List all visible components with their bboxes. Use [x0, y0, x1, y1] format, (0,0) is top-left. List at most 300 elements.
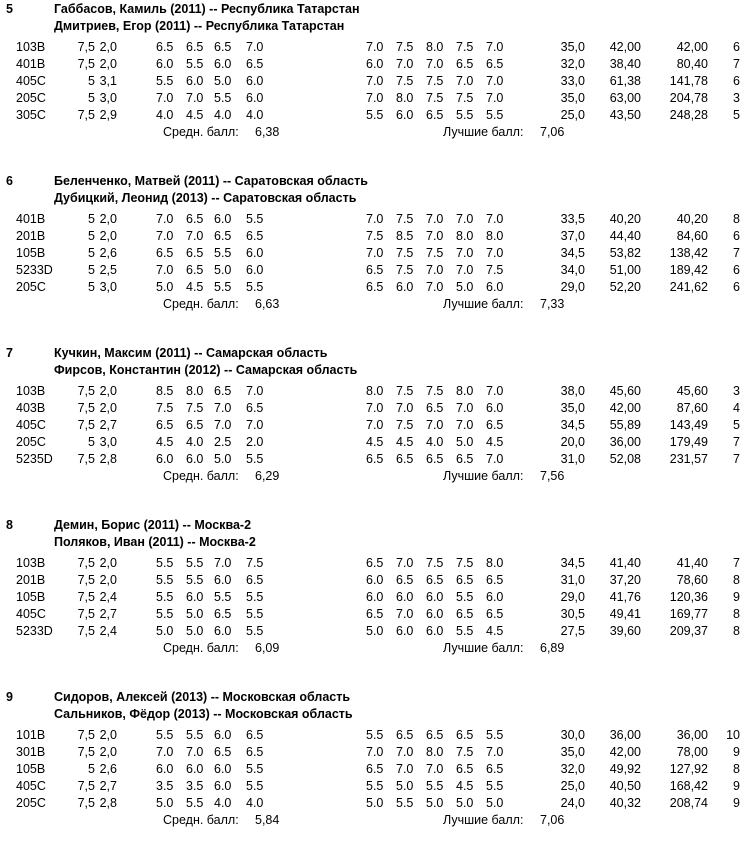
best-value: 7,56 [540, 469, 565, 483]
judge-score: 7.0 [156, 212, 174, 226]
judge-score: 6.5 [186, 263, 204, 277]
dive-points: 49,41 [609, 607, 641, 621]
judge-score: 7.0 [456, 246, 474, 260]
judge-score: 7.5 [246, 556, 264, 570]
judge-score: 7.5 [426, 74, 444, 88]
judge-score: 5.0 [426, 796, 444, 810]
judge-score: 8.0 [426, 745, 444, 759]
judge-score: 6.0 [396, 280, 414, 294]
pair-header-first [0, 689, 750, 706]
judge-score: 7.5 [456, 745, 474, 759]
dive-row [0, 279, 750, 296]
judge-score: 6.0 [246, 263, 264, 277]
raw-score: 20,0 [560, 435, 585, 449]
running-total: 45,60 [676, 384, 708, 398]
skater-name: Дмитриев, Егор (2011) -- Республика Татарстан [54, 19, 345, 33]
factor: 5 [88, 74, 95, 88]
raw-score: 32,0 [560, 57, 585, 71]
pair-header-second [0, 18, 750, 35]
dive-row [0, 73, 750, 90]
judge-score: 7.0 [456, 74, 474, 88]
judge-score: 6.5 [396, 452, 414, 466]
judge-score: 6.5 [426, 108, 444, 122]
avg-label: Средн. балл: [163, 469, 239, 483]
running-total: 209,37 [669, 624, 708, 638]
rank: 3 [733, 91, 740, 105]
judge-score: 7.0 [486, 74, 504, 88]
judge-score: 8.0 [486, 556, 504, 570]
degree-of-difficulty: 3,1 [99, 74, 117, 88]
judge-score: 7.0 [486, 91, 504, 105]
dive-code: 405C [16, 74, 46, 88]
factor: 7,5 [77, 745, 95, 759]
dive-row [0, 228, 750, 245]
degree-of-difficulty: 2,0 [99, 728, 117, 742]
dive-points: 55,89 [609, 418, 641, 432]
judge-score: 5.0 [456, 796, 474, 810]
judge-score: 6.5 [366, 607, 384, 621]
running-total: 248,28 [669, 108, 708, 122]
factor: 7,5 [77, 452, 95, 466]
judge-score: 6.0 [214, 573, 232, 587]
raw-score: 35,0 [560, 40, 585, 54]
judge-score: 8.5 [156, 384, 174, 398]
dive-points: 36,00 [609, 435, 641, 449]
running-total: 141,78 [669, 74, 708, 88]
judge-score: 6.0 [186, 590, 204, 604]
judge-score: 5.0 [214, 74, 232, 88]
dive-code: 405C [16, 418, 46, 432]
judge-score: 6.5 [456, 607, 474, 621]
rank: 7 [733, 452, 740, 466]
running-total: 204,78 [669, 91, 708, 105]
degree-of-difficulty: 2,6 [99, 762, 117, 776]
dive-code: 405C [16, 779, 46, 793]
avg-label: Средн. балл: [163, 125, 239, 139]
dive-row [0, 589, 750, 606]
judge-score: 6.5 [486, 418, 504, 432]
raw-score: 29,0 [560, 280, 585, 294]
degree-of-difficulty: 2,4 [99, 624, 117, 638]
judge-score: 7.0 [246, 418, 264, 432]
dive-code: 403B [16, 401, 46, 415]
judge-score: 4.5 [156, 435, 174, 449]
avg-label: Средн. балл: [163, 297, 239, 311]
factor: 5 [88, 762, 95, 776]
rank: 3 [733, 384, 740, 398]
raw-score: 38,0 [560, 384, 585, 398]
judge-score: 7.0 [156, 229, 174, 243]
judge-score: 6.5 [426, 573, 444, 587]
running-total: 127,92 [669, 762, 708, 776]
factor: 7,5 [77, 607, 95, 621]
avg-value: 6,38 [255, 125, 280, 139]
dive-row [0, 761, 750, 778]
skater-name: Сальников, Фёдор (2013) -- Московская область [54, 707, 353, 721]
judge-score: 5.5 [214, 91, 232, 105]
rank: 4 [733, 401, 740, 415]
raw-score: 30,0 [560, 728, 585, 742]
rank: 7 [733, 57, 740, 71]
judge-score: 6.5 [156, 246, 174, 260]
judge-score: 5.0 [156, 280, 174, 294]
place-number: 7 [6, 346, 13, 360]
judge-score: 5.5 [246, 212, 264, 226]
judge-score: 6.5 [456, 762, 474, 776]
judge-score: 7.0 [486, 384, 504, 398]
judge-score: 6.0 [214, 728, 232, 742]
dive-row [0, 211, 750, 228]
judge-score: 7.0 [456, 212, 474, 226]
degree-of-difficulty: 2,4 [99, 590, 117, 604]
dive-row [0, 434, 750, 451]
factor: 5 [88, 263, 95, 277]
degree-of-difficulty: 2,0 [99, 401, 117, 415]
judge-score: 7.0 [214, 556, 232, 570]
judge-score: 7.5 [456, 40, 474, 54]
degree-of-difficulty: 2,6 [99, 246, 117, 260]
dive-row [0, 400, 750, 417]
degree-of-difficulty: 2,0 [99, 573, 117, 587]
judge-score: 7.0 [156, 91, 174, 105]
judge-score: 7.0 [246, 40, 264, 54]
judge-score: 4.0 [214, 108, 232, 122]
judge-score: 6.0 [156, 452, 174, 466]
running-total: 41,40 [676, 556, 708, 570]
place-number: 5 [6, 2, 13, 16]
dive-row [0, 39, 750, 56]
judge-score: 5.5 [246, 762, 264, 776]
judge-score: 7.5 [186, 401, 204, 415]
degree-of-difficulty: 2,8 [99, 452, 117, 466]
judge-score: 7.0 [486, 745, 504, 759]
judge-score: 5.5 [456, 108, 474, 122]
dive-code: 5233D [16, 624, 53, 638]
judge-score: 6.5 [156, 40, 174, 54]
judge-score: 6.5 [486, 762, 504, 776]
judge-score: 5.5 [186, 728, 204, 742]
dive-points: 49,92 [609, 762, 641, 776]
judge-score: 7.5 [396, 74, 414, 88]
judge-score: 6.0 [246, 91, 264, 105]
judge-score: 6.5 [186, 418, 204, 432]
dive-code: 305C [16, 108, 46, 122]
judge-score: 5.5 [186, 57, 204, 71]
judge-score: 5.5 [246, 607, 264, 621]
skater-name: Кучкин, Максим (2011) -- Самарская область [54, 346, 328, 360]
running-total: 168,42 [669, 779, 708, 793]
place-number: 8 [6, 518, 13, 532]
judge-score: 7.0 [426, 418, 444, 432]
pair-header-second [0, 190, 750, 207]
pair-header-first [0, 345, 750, 362]
dive-row [0, 107, 750, 124]
judge-score: 7.0 [426, 280, 444, 294]
factor: 5 [88, 280, 95, 294]
running-total: 80,40 [676, 57, 708, 71]
dive-points: 52,20 [609, 280, 641, 294]
running-total: 138,42 [669, 246, 708, 260]
dive-points: 39,60 [609, 624, 641, 638]
raw-score: 37,0 [560, 229, 585, 243]
factor: 7,5 [77, 40, 95, 54]
judge-score: 4.0 [246, 796, 264, 810]
judge-score: 6.5 [214, 229, 232, 243]
best-label: Лучшие балл: [443, 469, 524, 483]
raw-score: 32,0 [560, 762, 585, 776]
judge-score: 6.0 [214, 762, 232, 776]
judge-score: 7.0 [186, 229, 204, 243]
dive-code: 5235D [16, 452, 53, 466]
rank: 8 [733, 212, 740, 226]
judge-score: 6.5 [396, 573, 414, 587]
judge-score: 6.5 [456, 728, 474, 742]
rank: 10 [726, 728, 740, 742]
judge-score: 7.5 [396, 246, 414, 260]
rank: 9 [733, 779, 740, 793]
averages-line [0, 812, 750, 829]
judge-score: 5.5 [186, 796, 204, 810]
judge-score: 6.5 [396, 728, 414, 742]
judge-score: 7.0 [156, 745, 174, 759]
judge-score: 5.0 [396, 779, 414, 793]
factor: 7,5 [77, 573, 95, 587]
judge-score: 4.0 [186, 435, 204, 449]
dive-points: 42,00 [609, 745, 641, 759]
dive-code: 103B [16, 40, 46, 54]
dive-row [0, 90, 750, 107]
dive-points: 41,76 [609, 590, 641, 604]
best-value: 6,89 [540, 641, 565, 655]
judge-score: 5.0 [486, 796, 504, 810]
judge-score: 8.0 [186, 384, 204, 398]
skater-name: Дубицкий, Леонид (2013) -- Саратовская область [54, 191, 357, 205]
judge-score: 6.5 [214, 40, 232, 54]
judge-score: 5.5 [156, 556, 174, 570]
judge-score: 4.5 [486, 624, 504, 638]
dive-code: 205C [16, 796, 46, 810]
raw-score: 33,0 [560, 74, 585, 88]
raw-score: 30,5 [560, 607, 585, 621]
running-total: 179,49 [669, 435, 708, 449]
factor: 5 [88, 212, 95, 226]
rank: 6 [733, 263, 740, 277]
running-total: 40,20 [676, 212, 708, 226]
judge-score: 5.5 [366, 728, 384, 742]
avg-value: 5,84 [255, 813, 280, 827]
dive-code: 205C [16, 435, 46, 449]
best-value: 7,06 [540, 813, 565, 827]
dive-code: 103B [16, 384, 46, 398]
dive-points: 40,20 [609, 212, 641, 226]
judge-score: 7.0 [214, 418, 232, 432]
raw-score: 25,0 [560, 779, 585, 793]
running-total: 143,49 [669, 418, 708, 432]
best-label: Лучшие балл: [443, 125, 524, 139]
judge-score: 6.5 [214, 607, 232, 621]
judge-score: 7.5 [456, 556, 474, 570]
judge-score: 7.5 [426, 556, 444, 570]
judge-score: 6.5 [214, 745, 232, 759]
running-total: 78,60 [676, 573, 708, 587]
judge-score: 7.0 [396, 607, 414, 621]
judge-score: 5.5 [246, 779, 264, 793]
judge-score: 5.5 [366, 108, 384, 122]
raw-score: 31,0 [560, 573, 585, 587]
degree-of-difficulty: 3,0 [99, 435, 117, 449]
judge-score: 7.0 [366, 212, 384, 226]
best-label: Лучшие балл: [443, 813, 524, 827]
rank: 6 [733, 74, 740, 88]
dive-code: 105B [16, 762, 46, 776]
degree-of-difficulty: 2,9 [99, 108, 117, 122]
judge-score: 7.0 [396, 401, 414, 415]
dive-points: 61,38 [609, 74, 641, 88]
dive-code: 201B [16, 229, 46, 243]
best-label: Лучшие балл: [443, 641, 524, 655]
judge-score: 6.5 [246, 401, 264, 415]
degree-of-difficulty: 2,5 [99, 263, 117, 277]
factor: 7,5 [77, 556, 95, 570]
factor: 5 [88, 91, 95, 105]
judge-score: 6.5 [456, 573, 474, 587]
judge-score: 2.0 [246, 435, 264, 449]
judge-score: 5.5 [456, 624, 474, 638]
judge-score: 6.0 [426, 590, 444, 604]
dive-points: 52,08 [609, 452, 641, 466]
judge-score: 6.5 [246, 745, 264, 759]
degree-of-difficulty: 2,0 [99, 57, 117, 71]
judge-score: 6.5 [426, 728, 444, 742]
judge-score: 6.5 [156, 418, 174, 432]
judge-score: 6.5 [456, 57, 474, 71]
judge-score: 7.5 [156, 401, 174, 415]
judge-score: 7.0 [426, 762, 444, 776]
judge-score: 6.0 [246, 74, 264, 88]
judge-score: 7.5 [396, 40, 414, 54]
factor: 5 [88, 229, 95, 243]
judge-score: 5.5 [366, 779, 384, 793]
judge-score: 6.5 [426, 401, 444, 415]
judge-score: 8.5 [396, 229, 414, 243]
dive-row [0, 623, 750, 640]
judge-score: 4.0 [156, 108, 174, 122]
averages-line [0, 124, 750, 141]
judge-score: 6.0 [486, 280, 504, 294]
factor: 7,5 [77, 590, 95, 604]
judge-score: 6.0 [426, 624, 444, 638]
dive-code: 103B [16, 556, 46, 570]
dive-row [0, 56, 750, 73]
judge-score: 7.0 [426, 57, 444, 71]
rank: 8 [733, 573, 740, 587]
judge-score: 4.5 [186, 108, 204, 122]
judge-score: 7.5 [366, 229, 384, 243]
judge-score: 6.5 [486, 573, 504, 587]
pair-header-first [0, 517, 750, 534]
judge-score: 4.5 [366, 435, 384, 449]
factor: 5 [88, 246, 95, 260]
judge-score: 7.0 [366, 74, 384, 88]
judge-score: 5.5 [396, 796, 414, 810]
raw-score: 34,0 [560, 263, 585, 277]
judge-score: 7.0 [396, 762, 414, 776]
judge-score: 6.5 [366, 762, 384, 776]
judge-score: 6.0 [186, 452, 204, 466]
judge-score: 5.5 [246, 452, 264, 466]
judge-score: 6.0 [426, 607, 444, 621]
judge-score: 7.0 [486, 212, 504, 226]
judge-score: 7.0 [396, 57, 414, 71]
judge-score: 5.0 [186, 624, 204, 638]
raw-score: 33,5 [560, 212, 585, 226]
degree-of-difficulty: 2,0 [99, 40, 117, 54]
judge-score: 8.0 [456, 384, 474, 398]
dive-points: 42,00 [609, 40, 641, 54]
judge-score: 6.5 [366, 556, 384, 570]
averages-line [0, 468, 750, 485]
degree-of-difficulty: 2,7 [99, 779, 117, 793]
rank: 8 [733, 607, 740, 621]
dive-row [0, 795, 750, 812]
judge-score: 5.0 [366, 796, 384, 810]
judge-score: 5.5 [246, 280, 264, 294]
dive-row [0, 555, 750, 572]
dive-code: 401B [16, 57, 46, 71]
raw-score: 29,0 [560, 590, 585, 604]
raw-score: 31,0 [560, 452, 585, 466]
degree-of-difficulty: 2,0 [99, 229, 117, 243]
factor: 7,5 [77, 384, 95, 398]
degree-of-difficulty: 2,7 [99, 418, 117, 432]
dive-points: 53,82 [609, 246, 641, 260]
judge-score: 6.0 [486, 590, 504, 604]
raw-score: 25,0 [560, 108, 585, 122]
pair-header-second [0, 706, 750, 723]
judge-score: 7.0 [156, 263, 174, 277]
judge-score: 7.0 [366, 40, 384, 54]
judge-score: 7.0 [366, 91, 384, 105]
judge-score: 7.0 [486, 246, 504, 260]
judge-score: 4.0 [214, 796, 232, 810]
judge-score: 6.5 [486, 57, 504, 71]
running-total: 241,62 [669, 280, 708, 294]
dive-points: 42,00 [609, 401, 641, 415]
judge-score: 5.0 [456, 435, 474, 449]
judge-score: 7.0 [366, 418, 384, 432]
judge-score: 8.0 [396, 91, 414, 105]
judge-score: 6.5 [214, 384, 232, 398]
judge-score: 6.0 [214, 779, 232, 793]
judge-score: 6.5 [366, 452, 384, 466]
dive-code: 301B [16, 745, 46, 759]
judge-score: 7.0 [456, 418, 474, 432]
pair-header-first [0, 173, 750, 190]
judge-score: 5.5 [246, 590, 264, 604]
judge-score: 6.0 [214, 212, 232, 226]
judge-score: 4.0 [426, 435, 444, 449]
judge-score: 4.5 [396, 435, 414, 449]
dive-points: 40,32 [609, 796, 641, 810]
judge-score: 7.5 [396, 212, 414, 226]
dive-row [0, 606, 750, 623]
dive-points: 44,40 [609, 229, 641, 243]
dive-row [0, 727, 750, 744]
dive-code: 401B [16, 212, 46, 226]
running-total: 169,77 [669, 607, 708, 621]
dive-row [0, 383, 750, 400]
best-value: 7,33 [540, 297, 565, 311]
